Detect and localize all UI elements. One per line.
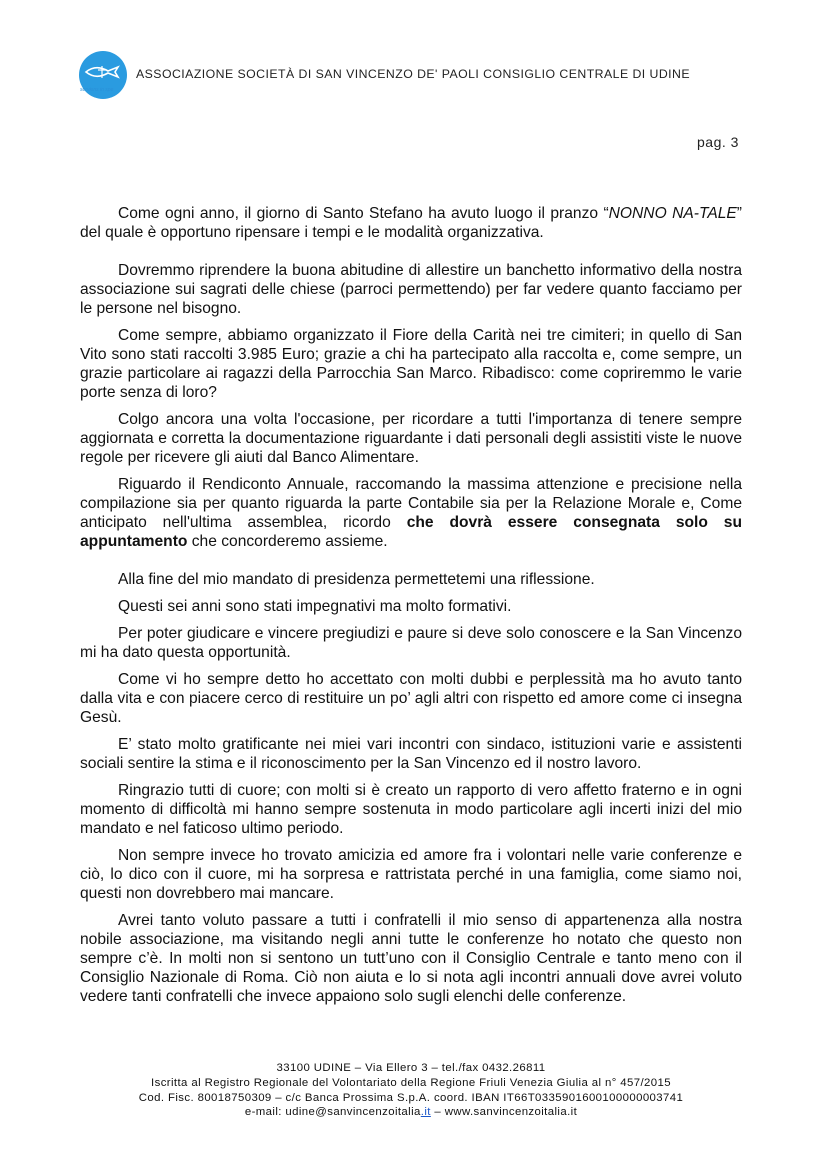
- paragraph: Non sempre invece ho trovato amicizia ed amore fra i volontari nelle varie conferenze e ciò, lo dico con il cuore, mi ha sorpresa e rattristata perché in una famiglia, come siamo noi, questi non dovrebbero mai mancare.: [80, 847, 742, 902]
- paragraph: Colgo ancora una volta l'occasione, per ricordare a tutti l'importanza di tenere sempre aggiornata e corretta la documentazione riguardante i dati personali degli assistiti viste le nuove regole per ricevere gli aiuti dal Banco Alimentare.: [80, 411, 742, 466]
- paragraph: E’ stato molto gratificante nei miei vari incontri con sindaco, istituzioni varie e assistenti sociali sentire la stima e il riconoscimento per la San Vincenzo ed il nostro lavoro.: [80, 736, 742, 772]
- email-link[interactable]: .it: [420, 1106, 431, 1119]
- letter-body: [80, 204, 742, 1014]
- paragraph: Riguardo il Rendiconto Annuale, raccomando la massima attenzione e precisione nella compilazione sia per quanto riguarda la parte Contabile sia per la Relazione Morale e, Come anticipato nell'ultima assemblea, ricordo che dovrà essere consegnata solo su appuntamento che concorderemo assieme.: [80, 476, 742, 550]
- paragraph: Come sempre, abbiamo organizzato il Fiore della Carità nei tre cimiteri; in quello di San Vito sono stati raccolti 3.985 Euro; grazie a chi ha partecipato alla raccolta e, come sempre, un grazie particolare ai ragazzi della Parrocchia San Marco. Ribadisco: come copriremmo le varie porte senza di loro?: [80, 327, 742, 401]
- paragraph: Alla fine del mio mandato di presidenza permettetemi una riflessione.: [118, 571, 595, 588]
- paragraph: Questi sei anni sono stati impegnativi ma molto formativi.: [118, 598, 512, 615]
- footer-fiscal: Cod. Fisc. 80018750309 – c/c Banca Prossima S.p.A. coord. IBAN IT66T0335901600100000003741: [138, 1091, 684, 1104]
- website-text: www.sanvincenzoitalia.it: [444, 1106, 578, 1119]
- logo-motto: serviens in spe: [80, 87, 114, 93]
- footer-separator: –: [430, 1106, 445, 1119]
- footer-contacts: [60, 1105, 762, 1120]
- paragraph: Per poter giudicare e vincere pregiudizi e paure si deve solo conoscere e la San Vincenzo mi ha dato questa opportunità.: [80, 625, 742, 661]
- paragraph: Avrei tanto voluto passare a tutti i confratelli il mio senso di appartenenza alla nostra nobile associazione, ma visitando negli anni tutte le conferenze ho notato che questo non sempre c’è. In molti non si sentono un tutt’uno con il Consiglio Centrale e tanto meno con il Consiglio Nazionale di Roma. Ciò non aiuta e lo si nota agli incontri annuali dove avrei voluto vedere tanti confratelli che invece appaiono solo sugli elenchi delle conferenze.: [80, 912, 742, 1005]
- footer-registry: Iscritta al Registro Regionale del Volontariato della Regione Friuli Venezia Giulia al n° 457/2015: [151, 1076, 671, 1089]
- letterhead: [78, 50, 758, 100]
- footer-address: 33100 UDINE – Via Ellero 3 – tel./fax 0432.26811: [276, 1062, 546, 1074]
- paragraph: Dovremmo riprendere la buona abitudine di allestire un banchetto informativo della nostra associazione sui sagrati delle chiese (parroci permettendo) per far vedere quanto facciamo per le persone nel bisogno.: [80, 262, 742, 317]
- paragraph: Come ogni anno, il giorno di Santo Stefano ha avuto luogo il pranzo “NONNO NA-TALE” del quale è opportuno ripensare i tempi e le modalità organizzativa.: [80, 205, 742, 241]
- paragraph: Ringrazio tutti di cuore; con molti si è creato un rapporto di vero affetto fraterno e in ogni momento di difficoltà mi hanno sempre sostenuta in modo particolare agli incerti inizi del mio mandato e nel faticoso ultimo periodo.: [80, 782, 742, 837]
- paragraph: Come vi ho sempre detto ho accettato con molti dubbi e perplessità ma ho avuto tanto dalla vita e con piacere cerco di restituire un po’ agli altri con rispetto ed amore come ci insegna Gesù.: [80, 671, 742, 726]
- email-label: e-mail: udine@sanvincenzoitalia: [244, 1106, 421, 1119]
- page-number: pag. 3: [697, 134, 739, 150]
- organization-name: ASSOCIAZIONE SOCIETÀ DI SAN VINCENZO DE' PAOLI CONSIGLIO CENTRALE DI UDINE: [136, 67, 691, 81]
- letter-footer: [60, 1061, 762, 1120]
